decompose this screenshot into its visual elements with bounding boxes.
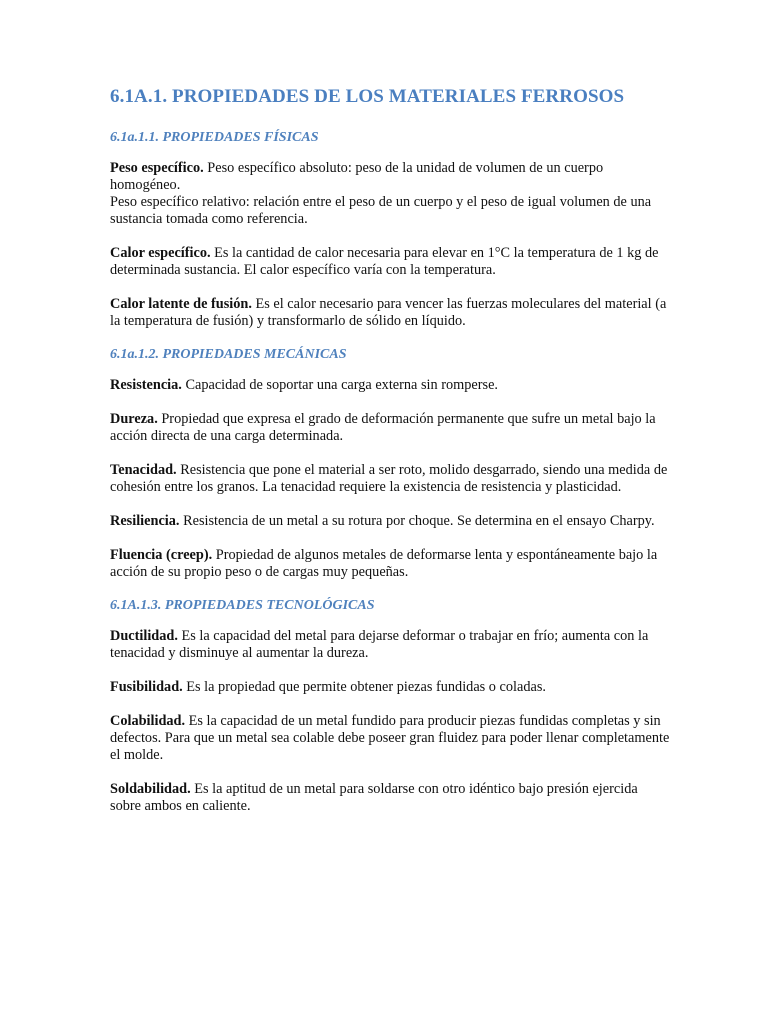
term-peso-especifico: Peso específico. [110,160,204,176]
section-heading-fisicas: 6.1a.1.1. PROPIEDADES FÍSICAS [110,130,319,145]
term-soldabilidad: Soldabilidad. [110,781,191,797]
paragraph-soldabilidad [110,781,670,815]
document-title: 6.1A.1. PROPIEDADES DE LOS MATERIALES FERROSOS [110,86,625,107]
paragraph-tenacidad [110,462,670,496]
paragraph-resiliencia [110,513,670,530]
paragraph-calor-especifico [110,245,670,279]
paragraph-peso-especifico [110,160,670,228]
section-heading-mecanicas: 6.1a.1.2. PROPIEDADES MECÁNICAS [110,347,347,362]
term-resistencia: Resistencia. [110,377,182,393]
paragraph-fluencia [110,547,670,581]
term-resiliencia: Resiliencia. [110,513,180,529]
definition-peso-especifico: Peso específico absoluto: peso de la unidad de volumen de un cuerpo homogéneo. [110,160,604,193]
term-fusibilidad: Fusibilidad. [110,679,183,695]
definition-calor-especifico: Es la cantidad de calor necesaria para elevar en 1°C la temperatura de 1 kg de determinada sustancia. El calor específico varía con la temperatura. [110,245,659,278]
definition-resiliencia: Resistencia de un metal a su rotura por choque. Se determina en el ensayo Charpy. [179,513,655,529]
term-colabilidad: Colabilidad. [110,713,186,729]
definition-fusibilidad: Es la propiedad que permite obtener piezas fundidas o coladas. [182,679,546,695]
term-calor-especifico: Calor específico. [110,245,211,261]
term-calor-latente: Calor latente de fusión. [110,296,252,312]
definition-peso-especifico-relativo: Peso específico relativo: relación entre el peso de un cuerpo y el peso de igual volumen de una sustancia tomada como referencia. [110,194,652,227]
definition-resistencia: Capacidad de soportar una carga externa sin romperse. [181,377,498,393]
paragraph-ductilidad [110,628,670,662]
definition-colabilidad: Es la capacidad de un metal fundido para producir piezas fundidas completas y sin defectos. Para que un metal sea colable debe poseer gran fluidez para poder llenar completamente el molde. [110,713,670,763]
term-ductilidad: Ductilidad. [110,628,178,644]
definition-tenacidad: Resistencia que pone el material a ser roto, molido desgarrado, siendo una medida de cohesión entre los granos. La tenacidad requiere la existencia de resistencia y plasticidad. [110,462,668,495]
definition-ductilidad: Es la capacidad del metal para dejarse deformar o trabajar en frío; aumenta con la tenacidad y disminuye al aumentar la dureza. [110,628,649,661]
paragraph-fusibilidad [110,679,670,696]
term-fluencia: Fluencia (creep). [110,547,213,563]
section-heading-tecnologicas: 6.1A.1.3. PROPIEDADES TECNOLÓGICAS [110,598,375,613]
paragraph-dureza [110,411,670,445]
term-tenacidad: Tenacidad. [110,462,177,478]
definition-soldabilidad: Es la aptitud de un metal para soldarse con otro idéntico bajo presión ejercida sobre ambos en caliente. [110,781,638,814]
definition-dureza: Propiedad que expresa el grado de deformación permanente que sufre un metal bajo la acción directa de una carga determinada. [110,411,656,444]
definition-calor-latente: Es el calor necesario para vencer las fuerzas moleculares del material (a la temperatura de fusión) y transformarlo de sólido en líquido. [110,296,667,329]
paragraph-calor-latente [110,296,670,330]
paragraph-colabilidad [110,713,670,764]
document-page [110,86,670,832]
paragraph-resistencia [110,377,670,394]
definition-fluencia: Propiedad de algunos metales de deformarse lenta y espontáneamente bajo la acción de su propio peso o de cargas muy pequeñas. [110,547,658,580]
term-dureza: Dureza. [110,411,158,427]
